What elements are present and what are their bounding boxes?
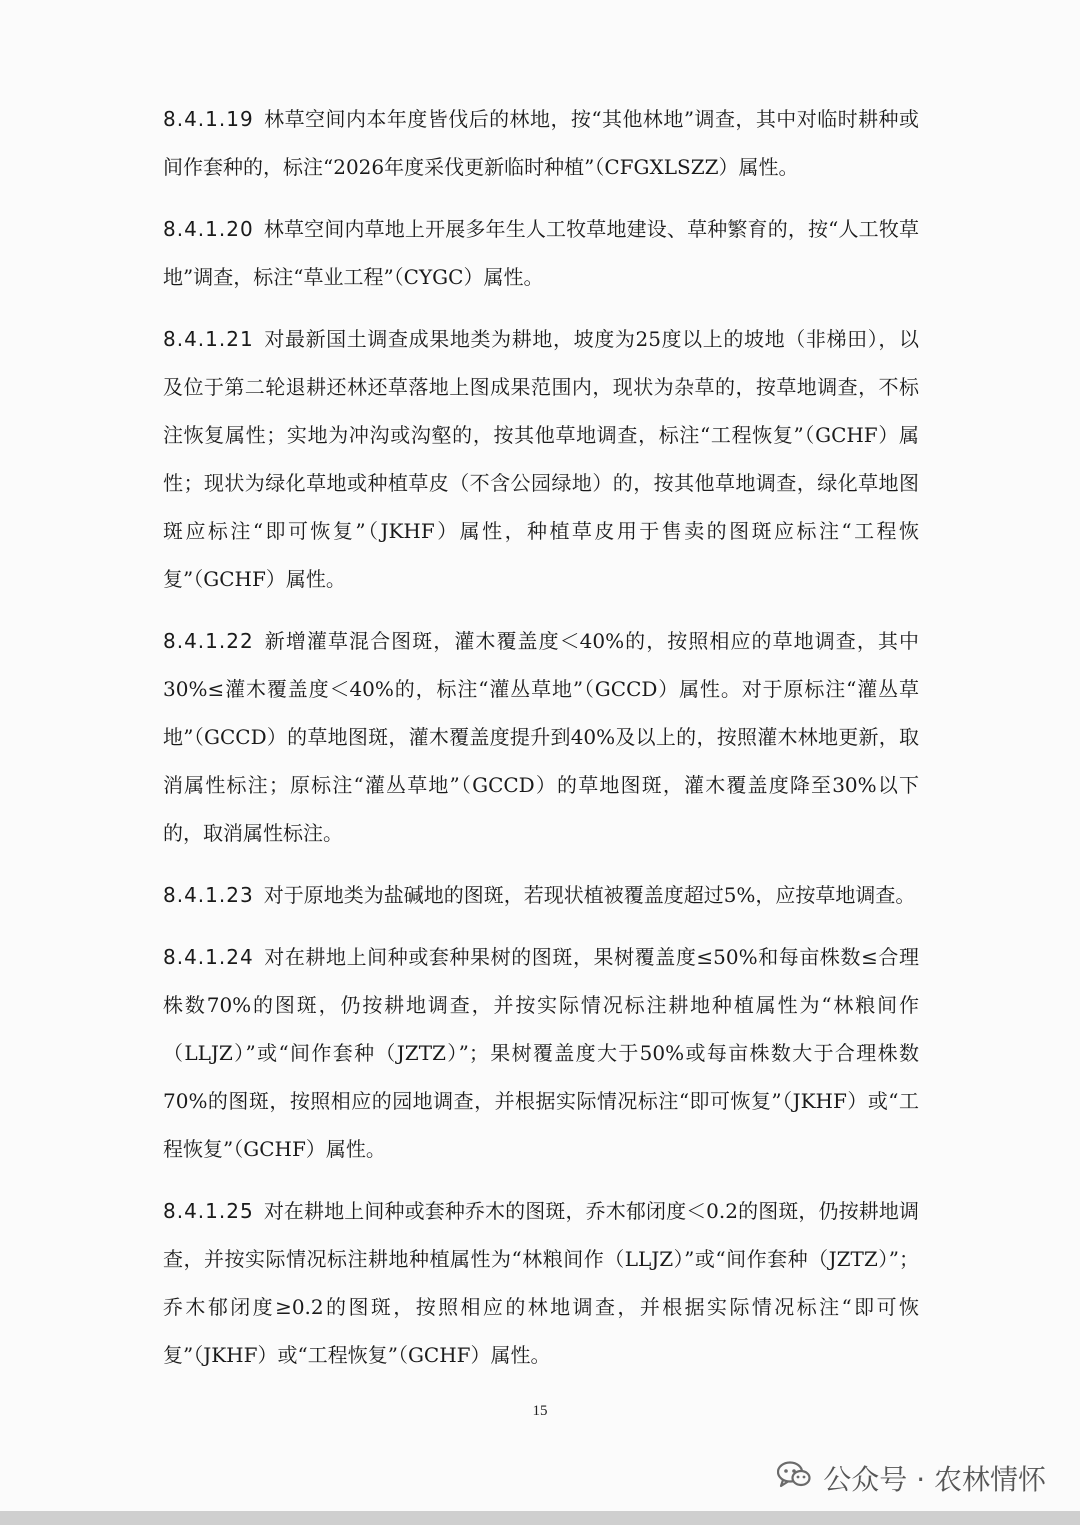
paragraph-text: 对在耕地上间种或套种乔木的图斑，乔木郁闭度＜0.2的图斑，仍按耕地调查，并按实际情况标注耕地种植属性为“林粮间作（LLJZ）”或“间作套种（JZTZ）”；乔木郁闭度≥0.2的图斑，按照相应的林地调查，并根据实际情况标注“即可恢复”（JKHF）或“工程恢复”（GCHF）属性。 — [163, 1199, 919, 1367]
paragraph-8-4-1-22 — [163, 617, 919, 857]
paragraph-8-4-1-21 — [163, 315, 919, 603]
paragraph-text: 林草空间内本年度皆伐后的林地，按“其他林地”调查，其中对临时耕种或间作套种的，标注“2026年度采伐更新临时种植”（CFGXLSZZ）属性。 — [163, 107, 919, 179]
paragraph-text: 对在耕地上间种或套种果树的图斑，果树覆盖度≤50%和每亩株数≤合理株数70%的图斑，仍按耕地调查，并按实际情况标注耕地种植属性为“林粮间作（LLJZ）”或“间作套种（JZTZ）”；果树覆盖度大于50%或每亩株数大于合理株数70%的图斑，按照相应的园地调查，并根据实际情况标注“即可恢复”（JKHF）或“工程恢复”（GCHF）属性。 — [163, 945, 919, 1161]
paragraph-text: 对于原地类为盐碱地的图斑，若现状植被覆盖度超过5%，应按草地调查。 — [263, 883, 916, 907]
paragraph-number: 8.4.1.22 — [163, 629, 254, 653]
wechat-icon — [777, 1461, 811, 1496]
paragraph-number: 8.4.1.19 — [163, 107, 254, 131]
paragraph-8-4-1-23 — [163, 871, 919, 919]
paragraph-text: 新增灌草混合图斑，灌木覆盖度＜40%的，按照相应的草地调查，其中30%≤灌木覆盖度＜40%的，标注“灌丛草地”（GCCD）属性。对于原标注“灌丛草地”（GCCD）的草地图斑，灌木覆盖度提升到40%及以上的，按照灌木林地更新，取消属性标注；原标注“灌丛草地”（GCCD）的草地图斑，灌木覆盖度降至30%以下的，取消属性标注。 — [163, 629, 919, 845]
watermark-text: 公众号 · 农林情怀 — [823, 1463, 1046, 1496]
watermark — [777, 1458, 1046, 1498]
paragraph-number: 8.4.1.23 — [163, 883, 254, 907]
paragraph-text: 对最新国土调查成果地类为耕地，坡度为25度以上的坡地（非梯田），以及位于第二轮退耕还林还草落地上图成果范围内，现状为杂草的，按草地调查，不标注恢复属性；实地为冲沟或沟壑的，按其他草地调查，标注“工程恢复”（GCHF）属性；现状为绿化草地或种植草皮（不含公园绿地）的，按其他草地调查，绿化草地图斑应标注“即可恢复”（JKHF）属性，种植草皮用于售卖的图斑应标注“工程恢复”（GCHF）属性。 — [163, 327, 919, 591]
paragraph-number: 8.4.1.20 — [163, 217, 254, 241]
page-number: 15 — [532, 1403, 548, 1419]
page-body — [163, 95, 919, 1379]
paragraph-number: 8.4.1.25 — [163, 1199, 254, 1223]
paragraph-8-4-1-24 — [163, 933, 919, 1173]
paragraph-number: 8.4.1.24 — [163, 945, 254, 969]
bottom-strip — [0, 1511, 1080, 1525]
paragraph-8-4-1-20 — [163, 205, 919, 301]
paragraph-number: 8.4.1.21 — [163, 327, 254, 351]
paragraph-text: 林草空间内草地上开展多年生人工牧草地建设、草种繁育的，按“人工牧草地”调查，标注“草业工程”（CYGC）属性。 — [163, 217, 919, 289]
paragraph-8-4-1-25 — [163, 1187, 919, 1379]
paragraph-8-4-1-19 — [163, 95, 919, 191]
